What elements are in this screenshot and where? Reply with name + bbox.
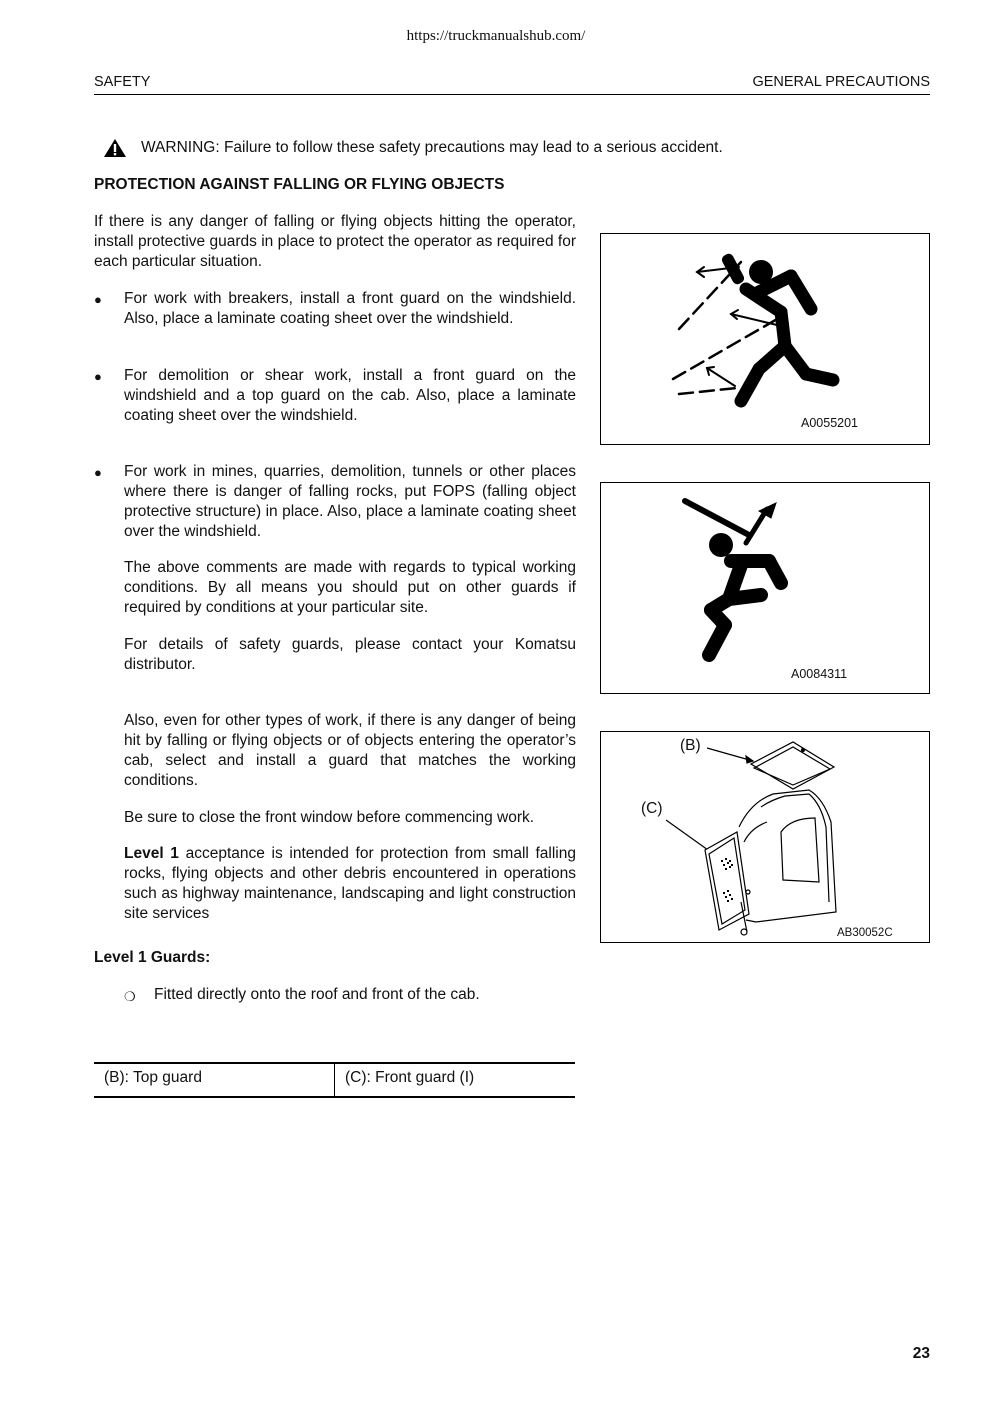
bullet-item-mines: For work in mines, quarries, demolition, tunnels or other places where there is danger of falling rocks, put FOPS (falling object protective structure) in place. Also, place a laminate coating sheet over the windshield. bbox=[124, 463, 576, 540]
figure-code: A0055201 bbox=[801, 416, 859, 430]
legend-cell-front-guard: (C): Front guard (I) bbox=[345, 1069, 475, 1086]
flying-objects-person-illustration bbox=[601, 234, 931, 446]
details-paragraph: For details of safety guards, please contact your Komatsu distributor. bbox=[124, 636, 576, 673]
figure-code: A0084311 bbox=[791, 667, 848, 681]
table-divider bbox=[334, 1063, 335, 1096]
bullet-dot: ● bbox=[94, 369, 102, 384]
warning-line bbox=[103, 138, 723, 158]
bullet-item-demolition: For demolition or shear work, install a front guard on the windshield and a top guard on the cab. Also, place a laminate coating sheet over the windshield. bbox=[124, 367, 576, 424]
guards-item: Fitted directly onto the roof and front of the cab. bbox=[154, 986, 480, 1003]
warning-text: WARNING: Failure to follow these safety precautions may lead to a serious accident. bbox=[141, 139, 723, 156]
figure-guard-locations bbox=[600, 731, 930, 943]
close-window-paragraph: Be sure to close the front window before commencing work. bbox=[124, 809, 535, 826]
table-bottom-rule bbox=[94, 1096, 575, 1098]
intro-paragraph: If there is any danger of falling or flying objects hitting the operator, install protective guards in place to protect the operator as required for each particular situation. bbox=[94, 213, 576, 270]
page-number: 23 bbox=[912, 1345, 930, 1362]
legend-cell-top-guard: (B): Top guard bbox=[104, 1069, 202, 1086]
level1-label: Level 1 bbox=[124, 845, 179, 862]
header-section: SAFETY bbox=[94, 74, 151, 90]
label-b: (B) bbox=[680, 737, 701, 754]
level1-description: acceptance is intended for protection from small falling rocks, flying objects and other debris encountered in operations such as highway maintenance, landscaping and light construction site services bbox=[124, 845, 576, 922]
warning-triangle-icon bbox=[103, 138, 127, 158]
circle-bullet-icon: ❍ bbox=[124, 989, 136, 1004]
section-title: PROTECTION AGAINST FALLING OR FLYING OBJECTS bbox=[94, 176, 505, 193]
level1-paragraph bbox=[124, 844, 576, 924]
guards-title: Level 1 Guards: bbox=[94, 949, 211, 966]
also-paragraph: Also, even for other types of work, if there is any danger of being hit by falling or flying objects or of objects entering the operator’s cab, select and install a guard that matches the working conditions. bbox=[124, 712, 576, 789]
figure-flying-objects bbox=[600, 233, 930, 445]
figure-falling-objects bbox=[600, 482, 930, 694]
source-url[interactable]: https://truckmanualshub.com/ bbox=[406, 28, 586, 44]
label-c: (C) bbox=[641, 800, 663, 817]
bullet-item-breakers: For work with breakers, install a front guard on the windshield. Also, place a laminate coating sheet over the windshield. bbox=[124, 290, 576, 327]
bullet-dot: ● bbox=[94, 465, 102, 480]
header-rule bbox=[94, 94, 930, 95]
falling-objects-person-illustration bbox=[601, 483, 931, 695]
header-topic: GENERAL PRECAUTIONS bbox=[752, 74, 930, 90]
bullet-dot: ● bbox=[94, 292, 102, 307]
comments-paragraph: The above comments are made with regards to typical working conditions. By all means you should put on other guards if required by conditions at your particular site. bbox=[124, 559, 576, 616]
figure-code: AB30052C bbox=[837, 927, 893, 939]
cab-with-guards-illustration bbox=[601, 732, 931, 944]
